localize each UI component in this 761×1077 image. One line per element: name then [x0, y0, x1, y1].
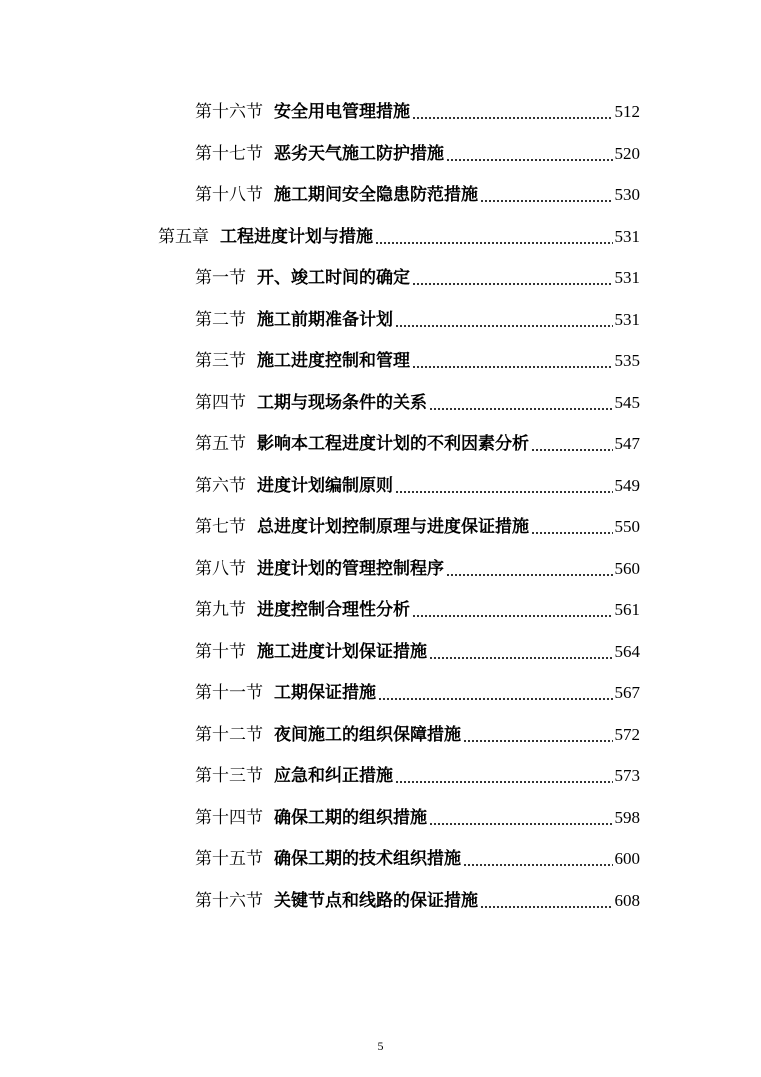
toc-entry-number: 第十节: [195, 641, 246, 662]
toc-entry-title: 施工进度计划保证措施: [257, 641, 427, 662]
toc-entry-number: 第九节: [195, 600, 246, 620]
toc-entry-title: 进度控制合理性分析: [257, 600, 410, 620]
toc-entry-number: 第八节: [195, 558, 246, 579]
toc-entry-number: 第七节: [195, 517, 246, 537]
toc-entry-page: 598: [614, 807, 640, 827]
toc-entry-title: 关键节点和线路的保证措施: [274, 890, 478, 911]
toc-entry-page: 549: [614, 475, 640, 495]
toc-entry-page: 573: [614, 766, 640, 785]
toc-section-entry: [195, 302, 640, 330]
toc-entry-number: 第十一节: [195, 683, 263, 703]
toc-entry-page: 564: [614, 641, 640, 661]
toc-section-entry: [195, 758, 640, 786]
toc-dot-leader: [412, 366, 613, 368]
toc-dot-leader: [480, 906, 613, 908]
toc-dot-leader: [446, 574, 613, 576]
toc-chapter-entry: [158, 219, 640, 247]
toc-entry-title: 施工期间安全隐患防范措施: [274, 185, 478, 205]
toc-section-entry: [195, 343, 640, 371]
toc-dot-leader: [531, 449, 613, 451]
toc-entry-page: 572: [614, 724, 640, 744]
toc-dot-leader: [463, 740, 613, 742]
toc-dot-leader: [395, 325, 613, 327]
toc-entry-title: 工期与现场条件的关系: [257, 392, 427, 413]
toc-section-entry: [195, 551, 640, 579]
toc-section-entry: [195, 800, 640, 828]
toc-entry-number: 第十三节: [195, 766, 263, 786]
toc-entry-page: 530: [614, 185, 640, 204]
toc-entry-page: 561: [614, 600, 640, 619]
toc-section-entry: [195, 260, 640, 288]
toc-section-entry: [195, 883, 640, 911]
toc-section-entry: [195, 426, 640, 454]
toc-section-entry: [195, 592, 640, 620]
toc-entry-title: 确保工期的组织措施: [274, 807, 427, 828]
toc-entry-page: 520: [614, 143, 640, 163]
toc-section-entry: [195, 177, 640, 205]
toc-entry-page: 512: [614, 102, 640, 121]
toc-entry-number: 第十六节: [195, 890, 263, 911]
toc-entry-number: 第十八节: [195, 185, 263, 205]
toc-dot-leader: [378, 698, 613, 700]
toc-entry-title: 影响本工程进度计划的不利因素分析: [257, 434, 529, 454]
toc-dot-leader: [412, 283, 613, 285]
toc-dot-leader: [531, 532, 613, 534]
toc-entry-number: 第五节: [195, 434, 246, 454]
toc-section-entry: [195, 841, 640, 869]
toc-entry-number: 第六节: [195, 475, 246, 496]
toc-entry-number: 第四节: [195, 392, 246, 413]
toc-dot-leader: [412, 117, 613, 119]
toc-entry-title: 进度计划编制原则: [257, 475, 393, 496]
toc-entry-page: 608: [614, 890, 640, 910]
toc-entry-title: 施工进度控制和管理: [257, 351, 410, 371]
toc-entry-number: 第十二节: [195, 724, 263, 745]
toc-dot-leader: [429, 657, 613, 659]
toc-section-entry: [195, 385, 640, 413]
toc-section-entry: [195, 94, 640, 122]
page-number: 5: [377, 1039, 384, 1053]
toc-entry-title: 恶劣天气施工防护措施: [274, 143, 444, 164]
toc-entry-number: 第一节: [195, 268, 246, 288]
toc-dot-leader: [429, 408, 613, 410]
toc-entry-title: 开、竣工时间的确定: [257, 268, 410, 288]
toc-entry-page: 550: [614, 517, 640, 536]
toc-entry-title: 工期保证措施: [274, 683, 376, 703]
toc-entry-page: 547: [614, 434, 640, 453]
toc-entry-page: 545: [614, 392, 640, 412]
toc-entry-number: 第二节: [195, 309, 246, 330]
toc-section-entry: [195, 634, 640, 662]
toc-dot-leader: [395, 781, 613, 783]
toc-entry-title: 施工前期准备计划: [257, 309, 393, 330]
toc-dot-leader: [412, 615, 613, 617]
toc-entry-page: 567: [614, 683, 640, 702]
toc-dot-leader: [429, 823, 613, 825]
toc-entry-number: 第十四节: [195, 807, 263, 828]
toc-entry-page: 531: [614, 268, 640, 287]
toc-section-entry: [195, 509, 640, 537]
toc-dot-leader: [395, 491, 613, 493]
toc-entry-number: 第十六节: [195, 102, 263, 122]
toc-dot-leader: [446, 159, 613, 161]
toc-section-entry: [195, 468, 640, 496]
toc-entry-title: 进度计划的管理控制程序: [257, 558, 444, 579]
toc-entry-page: 531: [614, 226, 640, 246]
toc-dot-leader: [480, 200, 613, 202]
toc-section-entry: [195, 717, 640, 745]
toc-entry-page: 535: [614, 351, 640, 370]
toc-section-entry: [195, 136, 640, 164]
toc-entry-page: 600: [614, 849, 640, 868]
toc-entry-number: 第十七节: [195, 143, 263, 164]
toc-entry-title: 总进度计划控制原理与进度保证措施: [257, 517, 529, 537]
toc-section-entry: [195, 675, 640, 703]
toc-entry-number: 第五章: [158, 226, 209, 247]
toc-entry-page: 531: [614, 309, 640, 329]
toc-dot-leader: [375, 242, 613, 244]
toc-dot-leader: [463, 864, 613, 866]
toc-entry-page: 560: [614, 558, 640, 578]
toc-entry-title: 夜间施工的组织保障措施: [274, 724, 461, 745]
toc-entry-number: 第十五节: [195, 849, 263, 869]
toc-entry-number: 第三节: [195, 351, 246, 371]
toc-entry-title: 安全用电管理措施: [274, 102, 410, 122]
toc-entry-title: 工程进度计划与措施: [220, 226, 373, 247]
toc-entry-title: 应急和纠正措施: [274, 766, 393, 786]
toc-entry-title: 确保工期的技术组织措施: [274, 849, 461, 869]
